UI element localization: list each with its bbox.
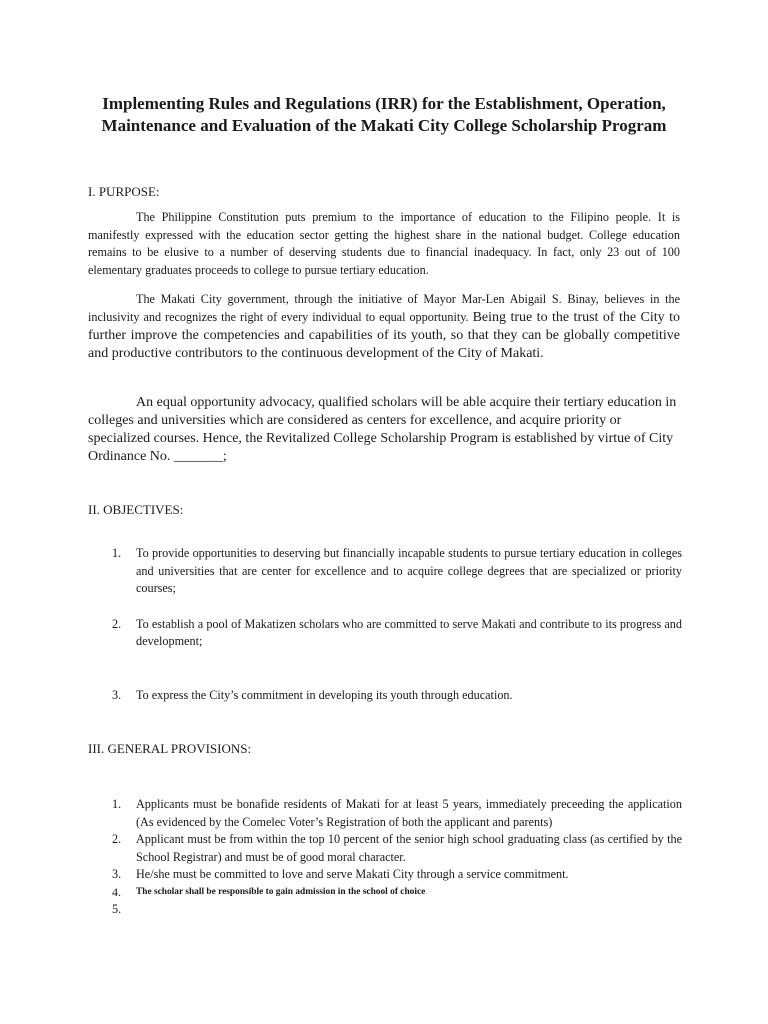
purpose-paragraph-2 xyxy=(88,291,680,363)
objective-item-number: 1. xyxy=(112,546,122,560)
objectives-heading: II. OBJECTIVES: xyxy=(88,502,184,517)
provision-item-number: 4. xyxy=(112,884,121,899)
provision-item-text: He/she must be committed to love and serve Makati City through a service commitment. xyxy=(136,867,569,881)
document-title-line-2: Maintenance and Evaluation of the Makati City College Scholarship Program xyxy=(101,116,667,135)
provision-item-text: Applicants must be bonafide residents of Makati for at least 5 years, immediately preceeding the application (As evidenced by the Comelec Voter’s Registration of both the applicant and parents) xyxy=(136,797,682,829)
objective-item-number: 2. xyxy=(112,616,122,631)
purpose-paragraph-1: The Philippine Constitution puts premium to the importance of education to the Filipino people. It is manifestly expressed with the education sector getting the highest share in the national budget. College education remains to be elusive to a number of deserving students due to financial inadequacy. In fact, only 23 out of 100 elementary graduates proceeds to college to pursue tertiary education. xyxy=(88,210,680,277)
provision-item-3 xyxy=(88,866,682,884)
provision-item-number: 3. xyxy=(112,867,122,881)
objectives-list xyxy=(88,545,682,704)
provision-item-number: 1. xyxy=(112,797,122,811)
objective-item-number: 3. xyxy=(112,687,122,702)
purpose-paragraph-2-part-a: The Makati City government, through the initiative of Mayor Mar-Len Abigail S. Binay, believes in the inclusivity and recognizes the right of every individual to equal opportunity. xyxy=(88,292,680,324)
objective-item-2 xyxy=(88,616,682,651)
purpose-paragraph-3: An equal opportunity advocacy, qualified scholars will be able acquire their tertiary education in colleges and universities which are considered as centers for excellence, and acquire priority or specialized courses. Hence, the Revitalized College Scholarship Program is established by virtue of City Ordinance No. _______; xyxy=(88,395,677,464)
provision-item-number: 5. xyxy=(112,901,122,916)
objective-item-1 xyxy=(88,545,682,598)
provisions-heading: III. GENERAL PROVISIONS: xyxy=(88,741,252,756)
provisions-list xyxy=(88,796,682,918)
objective-item-text: To provide opportunities to deserving but financially incapable students to pursue tertiary education in colleges and universities that are center for excellence and to acquire college degrees that are specialized or priority courses; xyxy=(136,546,682,595)
objective-item-text: To express the City’s commitment in developing its youth through education. xyxy=(136,687,513,702)
provision-item-2 xyxy=(88,831,682,866)
provision-item-5 xyxy=(88,901,682,919)
provision-item-number: 2. xyxy=(112,832,122,846)
objective-item-text: To establish a pool of Makatizen scholars who are committed to serve Makati and contribute to its progress and development; xyxy=(136,616,682,648)
purpose-heading: I. PURPOSE: xyxy=(88,184,160,199)
document-title-line-1: Implementing Rules and Regulations (IRR) for the Establishment, Operation, xyxy=(102,94,666,113)
provision-item-text xyxy=(136,902,139,916)
objective-item-3 xyxy=(88,687,682,705)
provision-item-text: The scholar shall be responsible to gain admission in the school of choice xyxy=(136,886,426,897)
provision-item-text: Applicant must be from within the top 10 percent of the senior high school graduating class (as certified by the School Registrar) and must be of good moral character. xyxy=(136,832,682,864)
purpose-paragraph-2-part-b: Being true to the trust of the City to further improve the competencies and capabilities of its youth, so that they can be globally competitive and productive contributors to the continuous development of the City of Makati. xyxy=(88,309,680,361)
provision-item-4 xyxy=(88,884,682,901)
document-title xyxy=(60,93,708,137)
provision-item-1 xyxy=(88,796,682,831)
